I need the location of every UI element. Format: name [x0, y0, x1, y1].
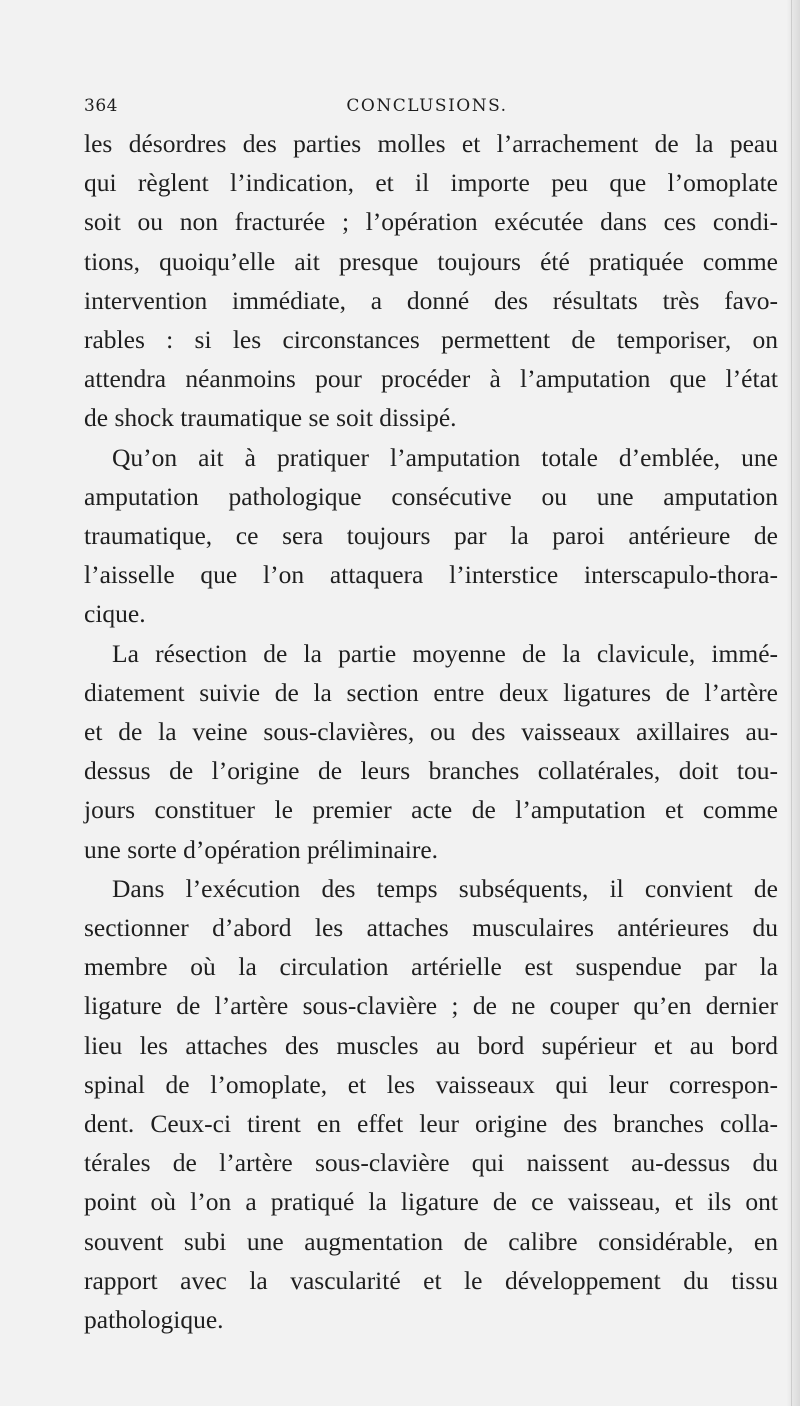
text-line: lieu les attaches des muscles au bord supérieur et au bord [84, 1030, 778, 1060]
text-line: attendra néanmoins pour procéder à l’amputation que l’état [84, 364, 778, 394]
text-line: et de la veine sous-clavières, ou des vaisseaux axillaires au- [84, 717, 778, 747]
text-line: sectionner d’abord les attaches musculaires antérieures du [84, 913, 778, 943]
text-line: tions, quoiqu’elle ait presque toujours été pratiquée comme [84, 246, 778, 276]
text-line: intervention immédiate, a donné des résultats très favo- [84, 285, 778, 315]
page-number: 364 [84, 96, 118, 116]
text-line: rables : si les circonstances permettent de temporiser, on [84, 325, 778, 355]
page-edge-shadow [786, 0, 800, 1406]
body-text [84, 124, 778, 1339]
text-line: les désordres des parties molles et l’arrachement de la peau [84, 129, 778, 158]
text-line: La résection de la partie moyenne de la clavicule, immé- [112, 638, 778, 668]
text-line: dent. Ceux-ci tirent en effet leur origine des branches colla- [84, 1109, 778, 1139]
text-line: ligature de l’artère sous-clavière ; de ne couper qu’en dernier [84, 991, 778, 1021]
text-line: Qu’on ait à pratiquer l’amputation totale d’emblée, une [112, 442, 778, 472]
text-line: de shock traumatique se soit dissipé. [84, 403, 457, 433]
text-line: amputation pathologique consécutive ou une amputation [84, 481, 778, 511]
text-line: diatement suivie de la section entre deux ligatures de l’artère [84, 677, 778, 707]
text-line: Dans l’exécution des temps subséquents, il convient de [112, 873, 778, 903]
text-line: traumatique, ce sera toujours par la paroi antérieure de [84, 521, 778, 551]
text-line: dessus de l’origine de leurs branches collatérales, doit tou- [84, 756, 778, 786]
text-line: spinal de l’omoplate, et les vaisseaux qui leur correspon- [84, 1069, 778, 1099]
text-line: point où l’on a pratiqué la ligature de ce vaisseau, et ils ont [84, 1187, 778, 1217]
text-line: térales de l’artère sous-clavière qui naissent au-dessus du [84, 1148, 778, 1178]
text-line: une sorte d’opération préliminaire. [84, 834, 439, 864]
text-line: souvent subi une augmentation de calibre considérable, en [84, 1226, 778, 1256]
page-edge-line [791, 0, 792, 1406]
text-line: rapport avec la vascularité et le développement du tissu [84, 1265, 778, 1295]
running-header [84, 96, 770, 126]
text-line: l’aisselle que l’on attaquera l’interstice interscapulo-thora- [84, 560, 778, 590]
running-title: CONCLUSIONS. [346, 96, 508, 116]
text-line: membre où la circulation artérielle est suspendue par la [84, 952, 778, 982]
text-line: qui règlent l’indication, et il importe peu que l’omoplate [84, 168, 778, 198]
text-line: soit ou non fracturée ; l’opération exécutée dans ces condi- [84, 207, 778, 237]
text-line: cique. [84, 599, 146, 629]
text-line: pathologique. [84, 1305, 224, 1335]
text-line: jours constituer le premier acte de l’amputation et comme [84, 795, 778, 825]
